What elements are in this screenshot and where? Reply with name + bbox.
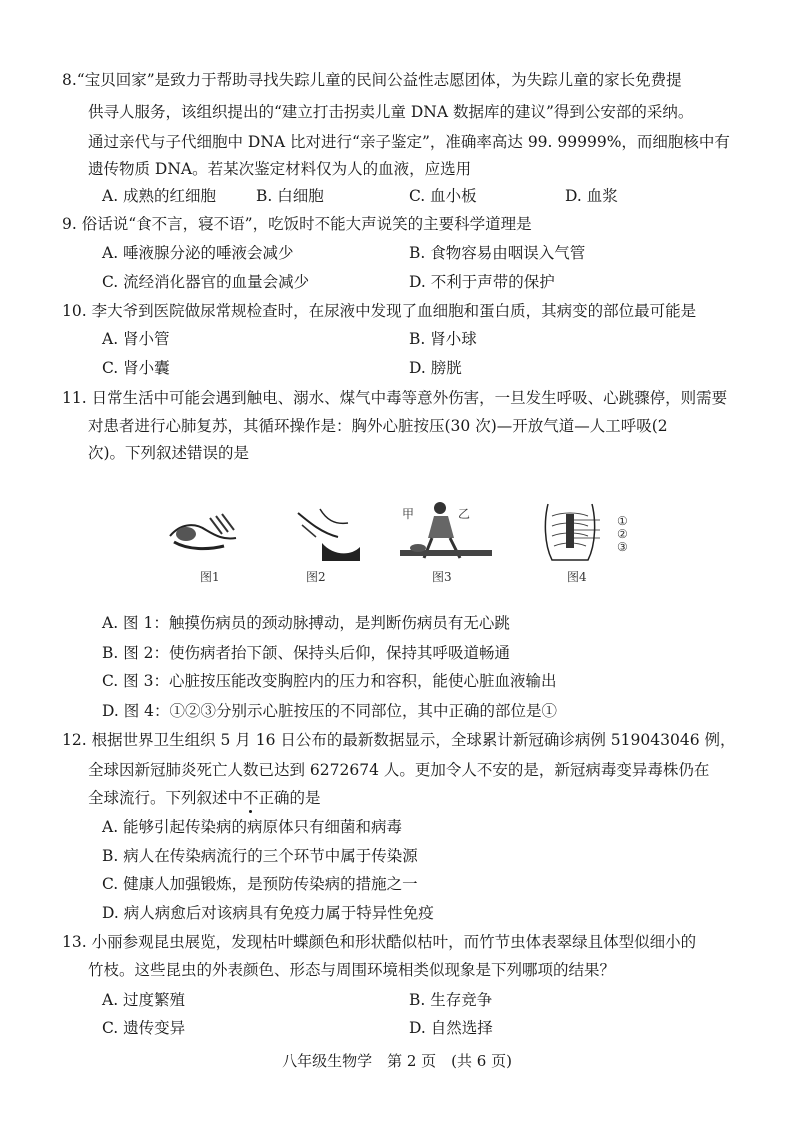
- q8-stem-line1: 8.“宝贝回家”是致力于帮助寻找失踪儿童的民间公益性志愿团体，为失踪儿童的家长免费提: [62, 71, 682, 89]
- q9-option-c: C. 流经消化器官的血量会减少: [102, 273, 310, 291]
- page-footer: 八年级生物学 第 2 页 (共 6 页): [282, 1052, 512, 1070]
- q11-option-b: B. 图 2：使伤病者抬下颌、保持头后仰，保持其呼吸道畅通: [102, 644, 511, 662]
- q8-stem-line3: 通过亲代与子代细胞中 DNA 比对进行“亲子鉴定”，准确率高达 99. 99999%，而细胞核中有: [88, 133, 730, 151]
- q13-option-a: A. 过度繁殖: [102, 991, 186, 1009]
- q13-option-b: B. 生存竞争: [409, 991, 493, 1009]
- q12-option-d: D. 病人病愈后对该病具有免疫力属于特异性免疫: [102, 904, 434, 922]
- q11-option-c: C. 图 3：心脏按压能改变胸腔内的压力和容积，能使心脏血液输出: [102, 672, 557, 690]
- q10-option-b: B. 肾小球: [409, 330, 477, 348]
- q11-option-a: A. 图 1：触摸伤病员的颈动脉搏动，是判断伤病员有无心跳: [102, 614, 510, 632]
- q11-stem-line2: 对患者进行心肺复苏，其循环操作是：胸外心脏按压(30 次)—开放气道—人工呼吸(2: [88, 417, 668, 435]
- figure4-mark-1: ①: [617, 514, 628, 528]
- q9-option-b: B. 食物容易由咽误入气管: [409, 244, 586, 262]
- figure3-mark-jia: 甲: [402, 507, 415, 521]
- figure4-mark-3: ③: [617, 540, 628, 554]
- q9-stem: 9. 俗话说“食不言，寝不语”，吃饭时不能大声说笑的主要科学道理是: [62, 215, 532, 233]
- q13-option-d: D. 自然选择: [409, 1019, 493, 1037]
- q8-option-b: B. 白细胞: [256, 187, 324, 205]
- figure2-airway-opening-illustration: [292, 503, 362, 561]
- q11-option-d: D. 图 4：①②③分别示心脏按压的不同部位，其中正确的部位是①: [102, 702, 558, 720]
- q13-option-c: C. 遗传变异: [102, 1019, 186, 1037]
- q10-stem: 10. 李大爷到医院做尿常规检查时，在尿液中发现了血细胞和蛋白质，其病变的部位最可能是: [62, 302, 697, 320]
- figure4-label: 图4: [567, 570, 587, 584]
- figure3-mark-yi: 乙: [458, 507, 471, 521]
- figure4-mark-2: ②: [617, 527, 628, 541]
- q12-emphasis-not: 不: [243, 789, 259, 807]
- q10-option-a: A. 肾小管: [102, 330, 170, 348]
- q8-option-d: D. 血浆: [565, 187, 618, 205]
- q13-stem-line1: 13. 小丽参观昆虫展览，发现枯叶蝶颜色和形状酷似枯叶，而竹节虫体表翠绿且体型似细小的: [62, 933, 697, 951]
- q10-option-c: C. 肾小囊: [102, 359, 170, 377]
- q12-stem-line1: 12. 根据世界卫生组织 5 月 16 日公布的最新数据显示，全球累计新冠确诊病例 519043046 例，: [62, 731, 736, 749]
- q12-option-c: C. 健康人加强锻炼，是预防传染病的措施之一: [102, 875, 418, 893]
- q12-stem-line3: [88, 788, 728, 808]
- figure1-carotid-check-illustration: [164, 510, 246, 556]
- figure2-label: 图2: [306, 570, 326, 584]
- q8-stem-line2: 供寻人服务，该组织提出的“建立打击拐卖儿童 DNA 数据库的建议”得到公安部的采纳。: [88, 103, 694, 121]
- q12-stem-line3-part1: 全球流行。下列叙述中: [88, 789, 244, 807]
- q12-stem-line3-part2: 正确的是: [258, 789, 321, 807]
- q11-stem-line1: 11. 日常生活中可能会遇到触电、溺水、煤气中毒等意外伤害，一旦发生呼吸、心跳骤停，则需要: [62, 389, 728, 407]
- figure4-chest-ribcage-illustration: [538, 500, 602, 562]
- figure3-label: 图3: [432, 570, 452, 584]
- q9-option-d: D. 不利于声带的保护: [409, 273, 555, 291]
- q12-stem-line2: 全球因新冠肺炎死亡人数已达到 6272674 人。更加令人不安的是，新冠病毒变异毒株仍在: [88, 761, 710, 779]
- q12-option-a: A. 能够引起传染病的病原体只有细菌和病毒: [102, 818, 403, 836]
- q8-option-c: C. 血小板: [409, 187, 477, 205]
- q8-stem-line4: 遗传物质 DNA。若某次鉴定材料仅为人的血液，应选用: [88, 160, 472, 178]
- q13-stem-line2: 竹枝。这些昆虫的外表颜色、形态与周围环境相类似现象是下列哪项的结果？: [88, 961, 616, 979]
- q8-option-a: A. 成熟的红细胞: [102, 187, 217, 205]
- q10-option-d: D. 膀胱: [409, 359, 462, 377]
- figure1-label: 图1: [200, 570, 220, 584]
- q9-option-a: A. 唾液腺分泌的唾液会减少: [102, 244, 294, 262]
- q12-option-b: B. 病人在传染病流行的三个环节中属于传染源: [102, 847, 418, 865]
- q11-stem-line3: 次)。下列叙述错误的是: [88, 444, 250, 462]
